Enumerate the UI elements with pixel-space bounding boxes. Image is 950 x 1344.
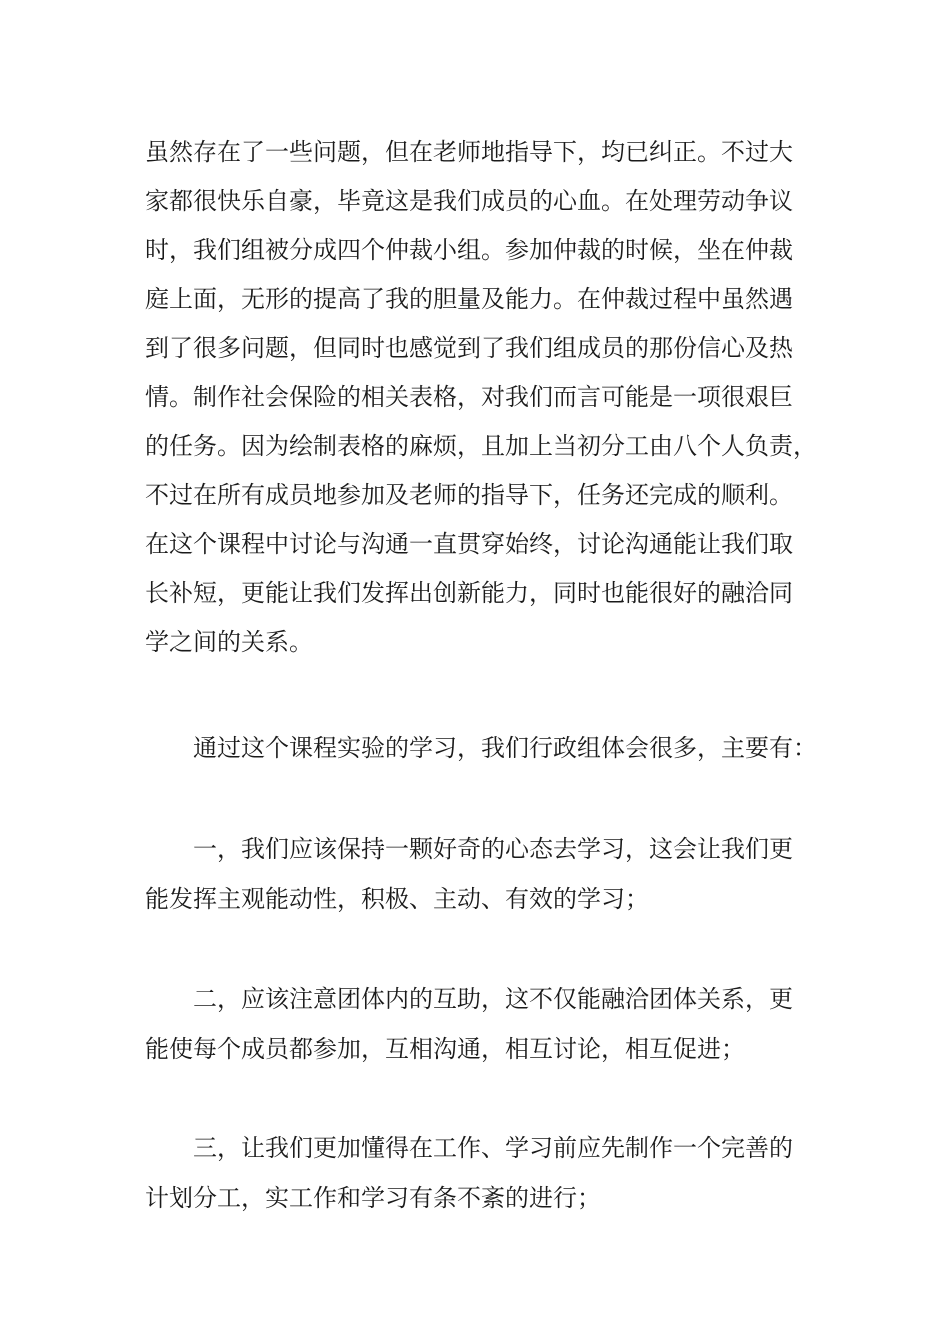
text-line: 三，让我们更加懂得在工作、学习前应先制作一个完善的 <box>193 1134 793 1162</box>
text-line: 能发挥主观能动性，积极、主动、有效的学习； <box>145 885 649 913</box>
text-line: 一，我们应该保持一颗好奇的心态去学习，这会让我们更 <box>193 835 793 863</box>
text-line: 在这个课程中讨论与沟通一直贯穿始终，讨论沟通能让我们取 <box>145 530 793 558</box>
text-line: 长补短，更能让我们发挥出创新能力，同时也能很好的融洽同 <box>145 579 793 607</box>
text-line: 时，我们组被分成四个仲裁小组。参加仲裁的时候，坐在仲裁 <box>145 236 793 264</box>
text-line: 通过这个课程实验的学习，我们行政组体会很多，主要有： <box>193 734 817 762</box>
text-line: 能使每个成员都参加，互相沟通，相互讨论，相互促进； <box>145 1035 745 1063</box>
text-line: 计划分工，实工作和学习有条不紊的进行； <box>145 1184 601 1212</box>
text-line: 的任务。因为绘制表格的麻烦，且加上当初分工由八个人负责， <box>145 432 817 460</box>
text-line: 家都很快乐自豪，毕竟这是我们成员的心血。在处理劳动争议 <box>145 187 793 215</box>
text-line: 虽然存在了一些问题，但在老师地指导下，均已纠正。不过大 <box>145 138 793 166</box>
text-line: 到了很多问题，但同时也感觉到了我们组成员的那份信心及热 <box>145 334 793 362</box>
text-line: 不过在所有成员地参加及老师的指导下，任务还完成的顺利。 <box>145 481 793 509</box>
text-line: 二，应该注意团体内的互助，这不仅能融洽团体关系，更 <box>193 985 793 1013</box>
text-line: 学之间的关系。 <box>145 628 313 656</box>
text-line: 庭上面，无形的提高了我的胆量及能力。在仲裁过程中虽然遇 <box>145 285 793 313</box>
text-line: 情。制作社会保险的相关表格，对我们而言可能是一项很艰巨 <box>145 383 793 411</box>
